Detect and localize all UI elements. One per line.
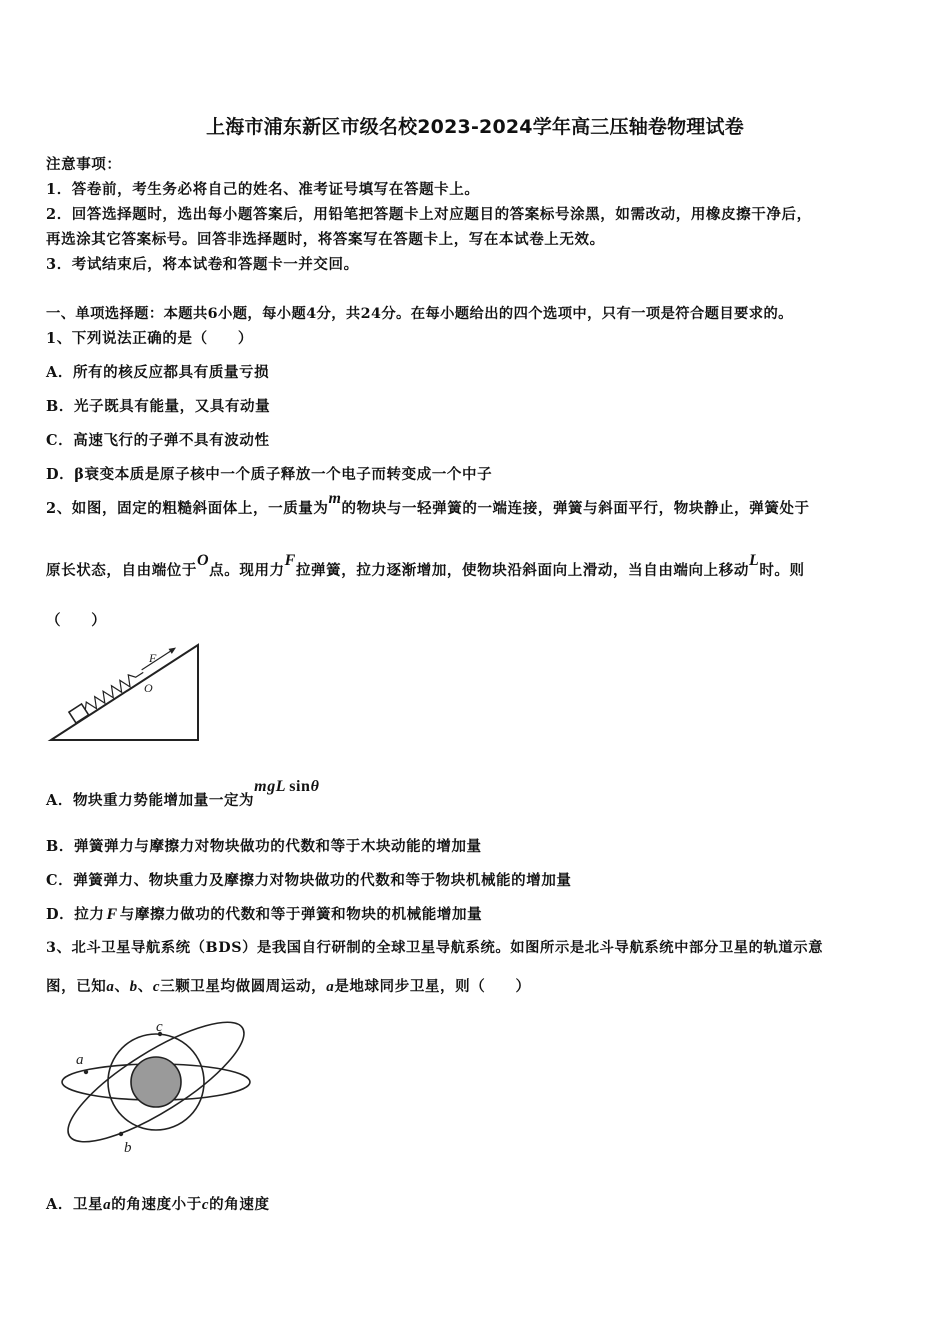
q1-option-c: C．高速飞行的子弹不具有波动性 [46, 432, 270, 449]
q3-option-a-text: 的角速度小于 [111, 1196, 202, 1213]
q3-separator: 、 [137, 978, 153, 995]
q2-stem-text: 拉弹簧，拉力逐渐增加，使物块沿斜面向上滑动，当自由端向上移动 [295, 562, 749, 579]
q1-option-a: A．所有的核反应都具有质量亏损 [46, 364, 270, 381]
q2-symbol-f: F [284, 552, 296, 569]
q2-symbol-l: L [748, 552, 760, 569]
q2-symbol-m: m [328, 490, 342, 507]
label-c: c [156, 1019, 163, 1035]
q2-option-a [46, 778, 320, 810]
q2-option-b: B．弹簧弹力与摩擦力对物块做功的代数和等于木块动能的增加量 [46, 838, 482, 855]
satellite-b [119, 1132, 123, 1136]
q2-option-a-formula [254, 778, 319, 795]
q3-symbol-c: c [152, 979, 161, 995]
q1-stem: 1、下列说法正确的是（ ） [46, 330, 253, 347]
q2-stem-text: 2、如图，固定的粗糙斜面体上，一质量为 [46, 500, 329, 517]
q2-stem-text: 的物块与一轻弹簧的一端连接，弹簧与斜面平行，物块静止，弹簧处于 [341, 500, 810, 517]
q2-option-c: C．弹簧弹力、物块重力及摩擦力对物块做功的代数和等于物块机械能的增加量 [46, 872, 572, 889]
q3-symbol-a: a [106, 979, 115, 995]
point-o-label: O [144, 681, 153, 695]
q3-option-a-text: A．卫星 [46, 1196, 104, 1213]
q1-option-b: B．光子既具有能量，又具有动量 [46, 398, 271, 415]
notice-item-1: 1．答卷前，考生务必将自己的姓名、准考证号填写在答题卡上。 [46, 181, 480, 198]
q2-option-d [46, 903, 482, 924]
q1-option-d: D．β衰变本质是原子核中一个质子释放一个电子而转变成一个中子 [46, 466, 493, 483]
q2-stem-line-1 [46, 490, 810, 518]
q2-symbol-o: O [197, 552, 210, 569]
q2-stem-text: 时。则 [759, 562, 805, 579]
q3-stem-text: 是地球同步卫星，则（ ） [334, 978, 531, 995]
q2-option-d-text: 与摩擦力做功的代数和等于弹簧和物块的机械能增加量 [119, 906, 483, 923]
q3-stem-line-1: 3、北斗卫星导航系统（BDS）是我国自行研制的全球卫星导航系统。如图所示是北斗导航系统中部分卫星的轨道示意 [46, 940, 824, 956]
q2-stem-text: 原长状态，自由端位于 [46, 562, 197, 579]
q3-option-a-text: 的角速度 [209, 1196, 270, 1213]
q2-answer-blank: （ ） [46, 612, 107, 629]
notice-item-2-line-2: 再选涂其它答案标号。回答非选择题时，将答案写在答题卡上，写在本试卷上无效。 [46, 231, 605, 248]
q3-separator: 、 [114, 978, 130, 995]
satellite-a [84, 1070, 88, 1074]
q3-orbit-figure [56, 1012, 271, 1160]
earth [131, 1057, 181, 1107]
page-title: 上海市浦东新区市级名校2023-2024学年高三压轴卷物理试卷 [206, 116, 744, 138]
q3-symbol-b: b [129, 979, 138, 995]
incline-triangle [51, 645, 198, 740]
q3-stem-text: 三颗卫星均做圆周运动， [160, 978, 327, 995]
q3-symbol-a: a [326, 979, 335, 995]
q3-stem-line-2 [46, 975, 531, 996]
q3-option-a-symbol-c: c [201, 1197, 210, 1213]
label-b: b [124, 1140, 132, 1156]
formula-theta: θ [310, 778, 320, 795]
q3-stem-text: 图，已知 [46, 978, 107, 995]
notice-item-3: 3．考试结束后，将本试卷和答题卡一并交回。 [46, 256, 359, 273]
block-spring-group [69, 644, 181, 723]
q2-option-d-text: D．拉力 [46, 906, 105, 923]
formula-mgl: mgL [254, 778, 287, 795]
q2-option-a-text: A．物块重力势能增加量一定为 [46, 792, 255, 809]
label-a: a [76, 1052, 84, 1068]
spring [82, 667, 146, 714]
force-label: F [149, 651, 157, 665]
q2-stem-text: 点。现用力 [209, 562, 285, 579]
q2-incline-figure [46, 640, 206, 745]
section-heading: 一、单项选择题：本题共6小题，每小题4分，共24分。在每小题给出的四个选项中，只有一项是符合题目要求的。 [46, 306, 793, 322]
q3-option-a-symbol-a: a [103, 1197, 112, 1213]
notice-item-2-line-1: 2．回答选择题时，选出每小题答案后，用铅笔把答题卡上对应题目的答案标号涂黑，如需改动，用橡皮擦干净后， [46, 206, 812, 223]
force-arrow-head [169, 645, 178, 654]
formula-sin: sin [289, 778, 311, 795]
notice-heading: 注意事项： [46, 156, 122, 173]
q3-option-a [46, 1193, 270, 1214]
q2-stem-line-2 [46, 552, 805, 580]
q2-option-d-symbol-f: F [106, 906, 118, 923]
